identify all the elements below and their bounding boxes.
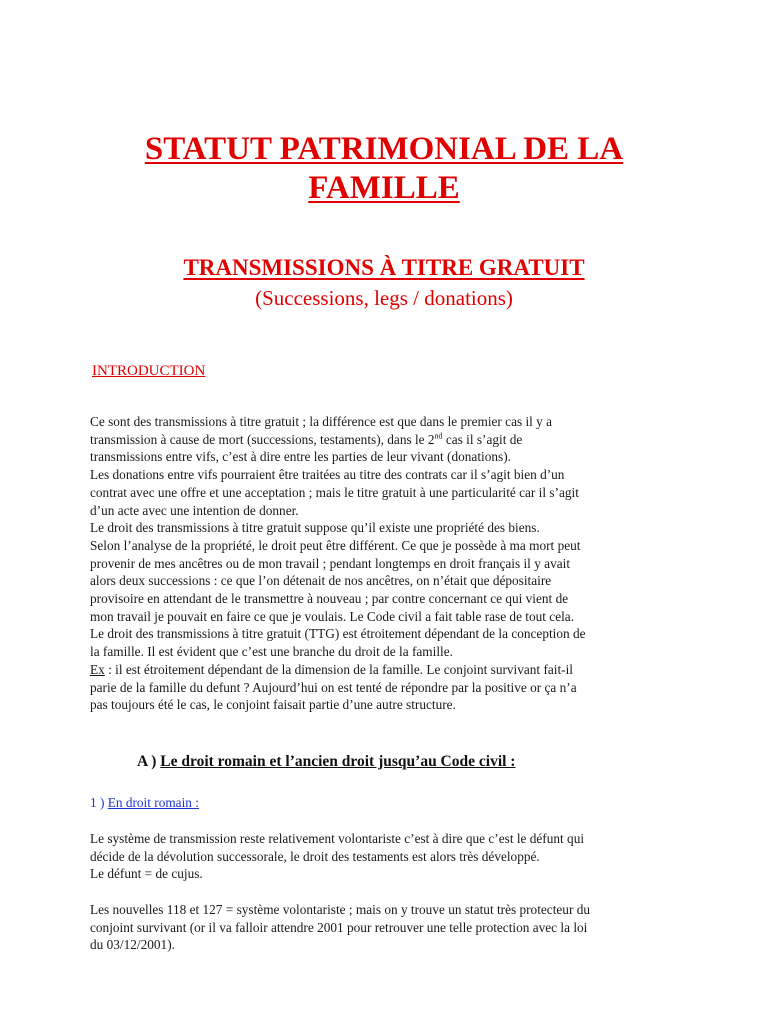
text-segment: cas il s’agit de [442, 431, 523, 447]
text-line: la famille. Il est évident que c’est une branche du droit de la famille. [90, 644, 453, 660]
text-line: transmissions entre vifs, c’est à dire entre les parties de leur vivant (donations). [90, 449, 511, 465]
section-a-heading [137, 752, 515, 772]
text-line: Le droit des transmissions à titre gratuit suppose qu’il existe une propriété des biens. [90, 520, 540, 536]
text-line: Le système de transmission reste relativement volontariste c’est à dire que c’est le défunt qui [90, 831, 585, 846]
example-label: Ex [90, 661, 105, 677]
text-line: décide de la dévolution successorale, le droit des testaments est alors très développé. [90, 848, 540, 864]
text-line: d’un acte avec une intention de donner. [90, 502, 299, 518]
text-line: contrat avec une offre et une acceptation ; mais le titre gratuit à une particularité car il s’agit [90, 484, 579, 500]
text-line: pas toujours été le cas, le conjoint faisait partie d’une autre structure. [90, 697, 456, 713]
text-line: Les donations entre vifs pourraient être traitées au titre des contrats car il s’agit bien d’un [90, 467, 565, 483]
text-line: Ce sont des transmissions à titre gratuit ; la différence est que dans le premier cas il y a [90, 414, 553, 429]
document-title-line-2: FAMILLE [308, 170, 460, 206]
subsection-1-heading [90, 794, 199, 812]
text-line: Le droit des transmissions à titre gratuit (TTG) est étroitement dépendant de la conception de [90, 626, 586, 642]
text-segment: transmission à cause de mort (successions, testaments), dans le 2 [90, 431, 435, 447]
text-segment: : il est étroitement dépendant de la dimension de la famille. Le conjoint survivant fait-il [104, 661, 573, 677]
document-subtitle: TRANSMISSIONS À TITRE GRATUIT [183, 255, 585, 280]
text-line [90, 661, 710, 679]
text-line: provenir de mes ancêtres ou de mon travail ; pendant longtemps en droit français il y avait [90, 555, 571, 571]
text-line: mon travail je pouvait en faire ce que je voulais. Le Code civil a fait table rase de tout cela. [90, 608, 575, 624]
section-a-prefix: A ) [137, 753, 161, 770]
roman-law-paragraph [90, 830, 710, 883]
subsection-1-prefix: 1 ) [90, 795, 108, 810]
text-line: du 03/12/2001). [90, 937, 175, 953]
section-a-title: Le droit romain et l’ancien droit jusqu’au Code civil : [160, 753, 516, 770]
novels-paragraph [90, 901, 710, 954]
text-line: Les nouvelles 118 et 127 = système volontariste ; mais on y trouve un statut très protecteur du [90, 902, 590, 917]
text-line: alors deux successions : ce que l’on détenait de nos ancêtres, on n’était que dépositaire [90, 573, 552, 589]
text-line: conjoint survivant (or il va falloir attendre 2001 pour retrouver une telle protection avec la loi [90, 919, 588, 935]
introduction-heading: INTRODUCTION [92, 363, 206, 379]
text-line: Le défunt = de cujus. [90, 866, 203, 882]
document-subtitle-paren: (Successions, legs / donations) [255, 286, 513, 310]
text-line: Selon l’analyse de la propriété, le droit peut être différent. Ce que je possède à ma mort peut [90, 537, 581, 553]
superscript: nd [434, 431, 443, 441]
subsection-1-title: En droit romain : [107, 795, 199, 810]
text-line [90, 431, 710, 449]
document-title-line-1: STATUT PATRIMONIAL DE LA [144, 131, 624, 167]
introduction-paragraph [90, 413, 710, 714]
text-line: parie de la famille du defunt ? Aujourd’hui on est tenté de répondre par la positive or ça n’a [90, 679, 577, 695]
text-line: provisoire en attendant de le transmettre à nouveau ; par contre concernant ce qui vient de [90, 591, 569, 607]
